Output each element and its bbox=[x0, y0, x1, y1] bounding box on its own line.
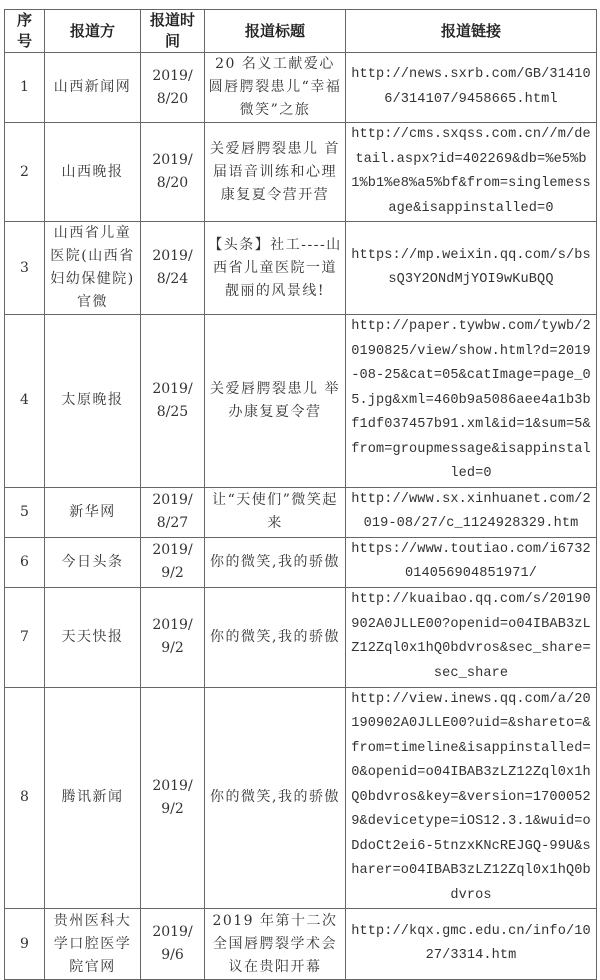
report-title: 2019 年第十二次全国唇腭裂学术会议在贵阳开幕 bbox=[205, 909, 346, 980]
report-title: 【头条】社工----山西省儿童医院一道靓丽的风景线! bbox=[205, 222, 346, 315]
table-row bbox=[5, 222, 597, 315]
header-link: 报道链接 bbox=[346, 10, 597, 53]
row-number: 8 bbox=[5, 687, 45, 909]
header-source: 报道方 bbox=[45, 10, 141, 53]
table-row bbox=[5, 487, 597, 537]
report-date: 2019/9/2 bbox=[141, 687, 205, 909]
header-date: 报道时间 bbox=[141, 10, 205, 53]
report-source: 山西新闻网 bbox=[45, 53, 141, 123]
table-row bbox=[5, 587, 597, 687]
row-number: 9 bbox=[5, 909, 45, 980]
header-title: 报道标题 bbox=[205, 10, 346, 53]
report-date: 2019/8/20 bbox=[141, 53, 205, 123]
report-title: 你的微笑,我的骄傲 bbox=[205, 687, 346, 909]
report-source: 今日头条 bbox=[45, 537, 141, 587]
table-header-row bbox=[5, 10, 597, 53]
report-title: 你的微笑,我的骄傲 bbox=[205, 587, 346, 687]
report-title: 20 名义工献爱心圆唇腭裂患儿“幸福微笑”之旅 bbox=[205, 53, 346, 123]
report-source: 贵州医科大学口腔医学院官网 bbox=[45, 909, 141, 980]
report-date: 2019/9/2 bbox=[141, 587, 205, 687]
report-link[interactable]: https://mp.weixin.qq.com/s/bssQ3Y2ONdMjYOI9wKuBQQ bbox=[346, 222, 597, 315]
row-number: 2 bbox=[5, 123, 45, 222]
report-link[interactable]: http://kuaibao.qq.com/s/20190902A0JLLE00?openid=o04IBAB3zLZ12Zql0x1hQ0bdvros&sec_share=sec_share bbox=[346, 587, 597, 687]
report-source: 山西晚报 bbox=[45, 123, 141, 222]
report-link[interactable]: http://news.sxrb.com/GB/314106/314107/9458665.html bbox=[346, 53, 597, 123]
header-number: 序号 bbox=[5, 10, 45, 53]
report-date: 2019/9/6 bbox=[141, 909, 205, 980]
report-link[interactable]: http://view.inews.qq.com/a/20190902A0JLLE00?uid=&shareto=&from=timeline&isappinstalled=0&openid=o04IBAB3zLZ12Zql0x1hQ0bdvros&key=&version=17000529&devicetype=iOS12.3.1&wuid=oDdoCt2ei6-5tnzxKNcREJGQ-99U&sharer=o04IBAB3zLZ12Zql0x1hQ0bdvros bbox=[346, 687, 597, 909]
report-source: 天天快报 bbox=[45, 587, 141, 687]
table-row bbox=[5, 123, 597, 222]
report-title: 让“天使们”微笑起来 bbox=[205, 487, 346, 537]
report-link[interactable]: http://kqx.gmc.edu.cn/info/1027/3314.htm bbox=[346, 909, 597, 980]
report-date: 2019/8/25 bbox=[141, 315, 205, 488]
report-source: 新华网 bbox=[45, 487, 141, 537]
table-row bbox=[5, 315, 597, 488]
row-number: 4 bbox=[5, 315, 45, 488]
report-link[interactable]: http://paper.tywbw.com/tywb/20190825/view/show.html?d=2019-08-25&cat=05&catImage=page_05.jpg&xml=460b9a5086aee4a1b3bf1df037457b91.xml&id=1&sum=5&from=groupmessage&isappinstalled=0 bbox=[346, 315, 597, 488]
row-number: 3 bbox=[5, 222, 45, 315]
row-number: 6 bbox=[5, 537, 45, 587]
report-title: 你的微笑,我的骄傲 bbox=[205, 537, 346, 587]
report-source: 太原晚报 bbox=[45, 315, 141, 488]
table-row bbox=[5, 687, 597, 909]
report-date: 2019/9/2 bbox=[141, 537, 205, 587]
media-report-table bbox=[4, 9, 597, 980]
report-date: 2019/8/24 bbox=[141, 222, 205, 315]
row-number: 1 bbox=[5, 53, 45, 123]
table-row bbox=[5, 53, 597, 123]
report-link[interactable]: http://cms.sxqss.com.cn//m/detail.aspx?id=402269&db=%e5%b1%b1%e8%a5%bf&from=singlemessage&isappinstalled=0 bbox=[346, 123, 597, 222]
table-row bbox=[5, 537, 597, 587]
report-link[interactable]: https://www.toutiao.com/i6732014056904851971/ bbox=[346, 537, 597, 587]
row-number: 5 bbox=[5, 487, 45, 537]
report-source: 腾讯新闻 bbox=[45, 687, 141, 909]
report-link[interactable]: http://www.sx.xinhuanet.com/2019-08/27/c_1124928329.htm bbox=[346, 487, 597, 537]
report-date: 2019/8/20 bbox=[141, 123, 205, 222]
report-title: 关爱唇腭裂患儿 举办康复夏令营 bbox=[205, 315, 346, 488]
table-row bbox=[5, 909, 597, 980]
row-number: 7 bbox=[5, 587, 45, 687]
report-date: 2019/8/27 bbox=[141, 487, 205, 537]
report-source: 山西省儿童医院(山西省妇幼保健院)官微 bbox=[45, 222, 141, 315]
report-title: 关爱唇腭裂患儿 首届语音训练和心理康复夏令营开营 bbox=[205, 123, 346, 222]
